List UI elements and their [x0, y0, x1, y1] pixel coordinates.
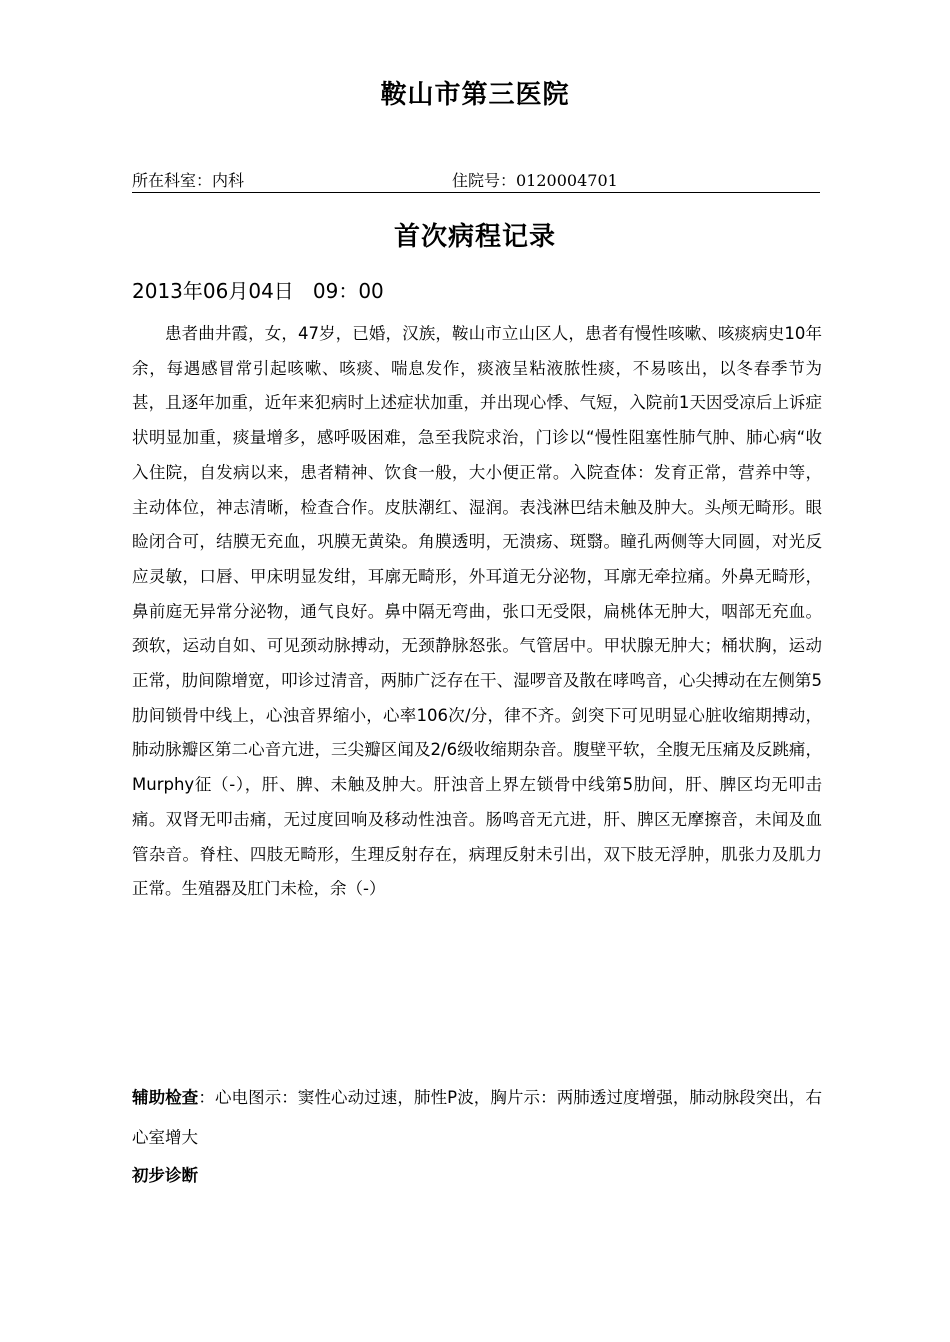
- department-field: 所在科室：内科: [132, 171, 245, 190]
- preliminary-diagnosis-heading: 初步诊断: [132, 1166, 198, 1185]
- admission-number-field: 住院号：0120004701: [452, 171, 618, 190]
- history-paragraph: 患者曲井霞，女，47岁，已婚，汉族，鞍山市立山区人，患者有慢性咳嗽、咳痰病史10年余，每遇感冒常引起咳嗽、咳痰、喘息发作，痰液呈粘液脓性痰，不易咳出，以冬春季节为甚，且逐年加重，近年来犯病时上述症状加重，并出现心悸、气短，入院前1天因受凉后上诉症状明显加重，痰量增多，感呼吸困难，急至我院求治，门诊以“慢性阻塞性肺气肿、肺心病“收入住院，自发病以来，患者精神、饮食一般，大小便正常。入院查体：发育正常，营养中等，主动体位，神志清晰，检查合作。皮肤潮红、湿润。表浅淋巴结未触及肿大。头颅无畸形。眼睑闭合可，结膜无充血，巩膜无黄染。角膜透明，无溃疡、斑翳。瞳孔两侧等大同圆，对光反应灵敏，口唇、甲床明显发绀，耳廓无畸形，外耳道无分泌物，耳廓无牵拉痛。外鼻无畸形，鼻前庭无异常分泌物，通气良好。鼻中隔无弯曲，张口无受限，扁桃体无肿大，咽部无充血。颈软，运动自如、可见颈动脉搏动，无颈静脉怒张。气管居中。甲状腺无肿大；桶状胸，运动正常，肋间隙增宽，叩诊过清音，两肺广泛存在干、湿啰音及散在哮鸣音，心尖搏动在左侧第5肋间锁骨中线上，心浊音界缩小，心率106次/分，律不齐。剑突下可见明显心脏收缩期搏动，肺动脉瓣区第二心音亢进，三尖瓣区闻及2/6级收缩期杂音。腹壁平软，全腹无压痛及反跳痛，Murphy征（-），肝、脾、未触及肿大。肝浊音上界左锁骨中线第5肋间，肝、脾区均无叩击痛。双肾无叩击痛，无过度回响及移动性浊音。肠鸣音无亢进，肝、脾区无摩擦音，未闻及血管杂音。脊柱、四肢无畸形，生理反射存在，病理反射未引出，双下肢无浮肿，肌张力及肌力正常。生殖器及肛门未检，余（-）: [132, 324, 822, 899]
- record-title: 首次病程记录: [393, 222, 556, 252]
- auxiliary-exam-paragraph: [132, 1078, 822, 1158]
- patient-info-row: [132, 170, 820, 193]
- record-datetime: 2013年06月04日 09：00: [132, 279, 384, 303]
- hospital-name: 鞍山市第三医院: [380, 80, 570, 110]
- auxiliary-exam-text: ：心电图示：窦性心动过速，肺性P波，胸片示：两肺透过度增强，肺动脉段突出，右心室增大: [132, 1088, 823, 1147]
- auxiliary-exam-label: 辅助检查: [132, 1088, 199, 1107]
